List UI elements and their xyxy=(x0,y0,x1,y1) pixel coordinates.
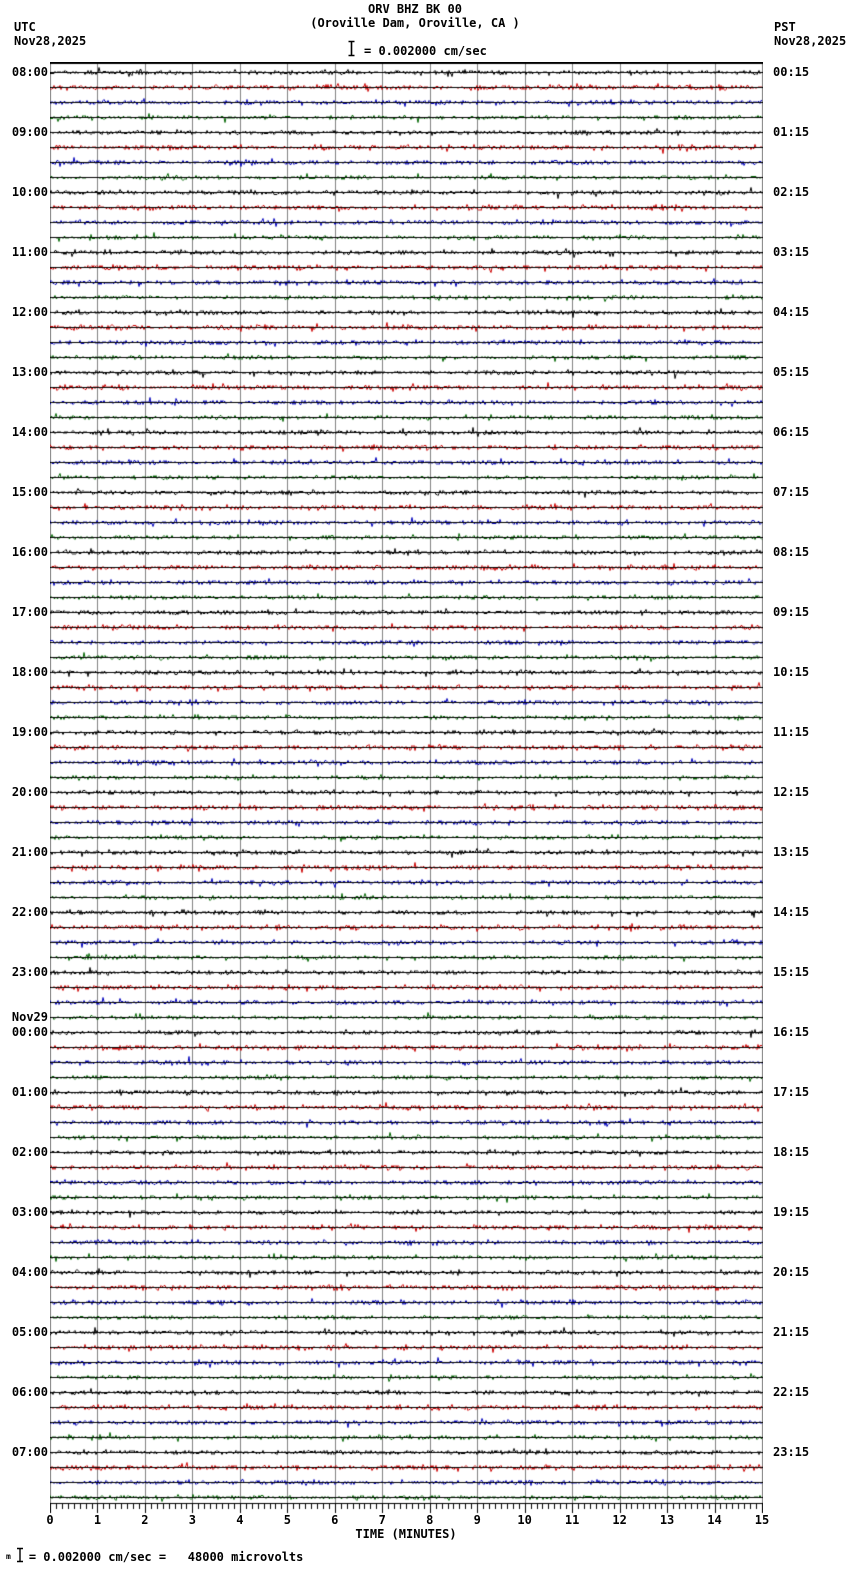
right-time-label: 08:15 xyxy=(773,545,810,559)
left-time-label: 05:00 xyxy=(11,1325,48,1339)
left-time-label: 10:00 xyxy=(11,185,48,199)
x-tick-label: 2 xyxy=(141,1513,149,1527)
date-break-label: Nov29 xyxy=(11,1010,48,1024)
left-time-label: 18:00 xyxy=(11,665,48,679)
left-time-label: 21:00 xyxy=(11,845,48,859)
right-time-label: 07:15 xyxy=(773,485,810,499)
right-time-label: 14:15 xyxy=(773,905,810,919)
scale-value: = 0.002000 cm/sec xyxy=(364,43,487,58)
x-tick-label: 14 xyxy=(707,1513,722,1527)
x-tick-label: 1 xyxy=(93,1513,102,1527)
footer-prefix: m xyxy=(6,1552,11,1561)
x-axis-title: TIME (MINUTES) xyxy=(355,1527,457,1541)
right-time-label: 10:15 xyxy=(773,665,810,679)
left-time-label: 04:00 xyxy=(11,1265,48,1279)
pst-date: Nov28,2025 xyxy=(774,34,847,48)
right-time-label: 12:15 xyxy=(773,785,810,799)
x-tick-label: 10 xyxy=(517,1513,532,1527)
right-time-label: 06:15 xyxy=(773,425,810,439)
right-time-label: 21:15 xyxy=(773,1325,810,1339)
x-tick-label: 4 xyxy=(236,1513,244,1527)
right-time-label: 05:15 xyxy=(773,365,810,379)
left-time-label: 19:00 xyxy=(11,725,48,739)
left-time-label: 07:00 xyxy=(11,1445,48,1459)
left-time-label: 09:00 xyxy=(11,125,48,139)
left-time-label: 06:00 xyxy=(11,1385,48,1399)
right-time-label: 02:15 xyxy=(773,185,810,199)
left-time-label: 12:00 xyxy=(11,305,48,319)
right-time-label: 20:15 xyxy=(773,1265,810,1279)
left-time-label: 14:00 xyxy=(11,425,48,439)
utc-date: Nov28,2025 xyxy=(14,34,87,48)
left-time-label: 22:00 xyxy=(11,905,48,919)
left-time-label: 15:00 xyxy=(11,485,48,499)
left-time-label: 20:00 xyxy=(11,785,48,799)
x-tick-label: 12 xyxy=(612,1513,627,1527)
scale-bar-icon xyxy=(347,40,356,61)
left-time-label: 11:00 xyxy=(11,245,48,259)
plot-title: ORV BHZ BK 00 xyxy=(368,2,462,16)
footer-scale-icon xyxy=(16,1547,24,1567)
right-time-label: 16:15 xyxy=(773,1025,810,1039)
left-time-label: 23:00 xyxy=(11,965,48,979)
right-time-label: 01:15 xyxy=(773,125,810,139)
footer-text: = 0.002000 cm/sec = 48000 microvolts xyxy=(28,1550,304,1564)
pst-label: PST xyxy=(774,20,796,34)
x-tick-label: 13 xyxy=(659,1513,675,1527)
x-tick-label: 8 xyxy=(426,1513,434,1527)
x-tick-label: 6 xyxy=(331,1513,339,1527)
plot-subtitle: (Oroville Dam, Oroville, CA ) xyxy=(310,16,520,30)
x-tick-label: 9 xyxy=(473,1513,481,1527)
right-time-label: 17:15 xyxy=(773,1085,810,1099)
left-time-label: 16:00 xyxy=(11,545,48,559)
x-tick-label: 7 xyxy=(378,1513,386,1527)
x-tick-label: 3 xyxy=(188,1513,196,1527)
right-time-label: 19:15 xyxy=(773,1205,810,1219)
left-time-label: 08:00 xyxy=(11,65,48,79)
right-time-label: 11:15 xyxy=(773,725,810,739)
right-time-label: 04:15 xyxy=(773,305,810,319)
left-time-label: 00:00 xyxy=(11,1025,48,1039)
right-time-label: 00:15 xyxy=(773,65,810,79)
left-time-label: 01:00 xyxy=(11,1085,48,1099)
x-tick-label: 15 xyxy=(754,1513,770,1527)
x-tick-label: 5 xyxy=(283,1513,291,1527)
right-time-label: 09:15 xyxy=(773,605,810,619)
left-time-label: 17:00 xyxy=(11,605,48,619)
right-time-label: 03:15 xyxy=(773,245,810,259)
x-tick-label: 11 xyxy=(564,1513,580,1527)
right-time-label: 23:15 xyxy=(773,1445,810,1459)
right-time-label: 13:15 xyxy=(773,845,810,859)
right-time-label: 18:15 xyxy=(773,1145,810,1159)
right-time-label: 15:15 xyxy=(773,965,810,979)
x-tick-label: 0 xyxy=(46,1513,54,1527)
right-time-label: 22:15 xyxy=(773,1385,810,1399)
helicorder-canvas xyxy=(50,62,763,1514)
left-time-label: 02:00 xyxy=(11,1145,48,1159)
utc-label: UTC xyxy=(14,20,36,34)
left-time-label: 03:00 xyxy=(11,1205,48,1219)
left-time-label: 13:00 xyxy=(11,365,48,379)
